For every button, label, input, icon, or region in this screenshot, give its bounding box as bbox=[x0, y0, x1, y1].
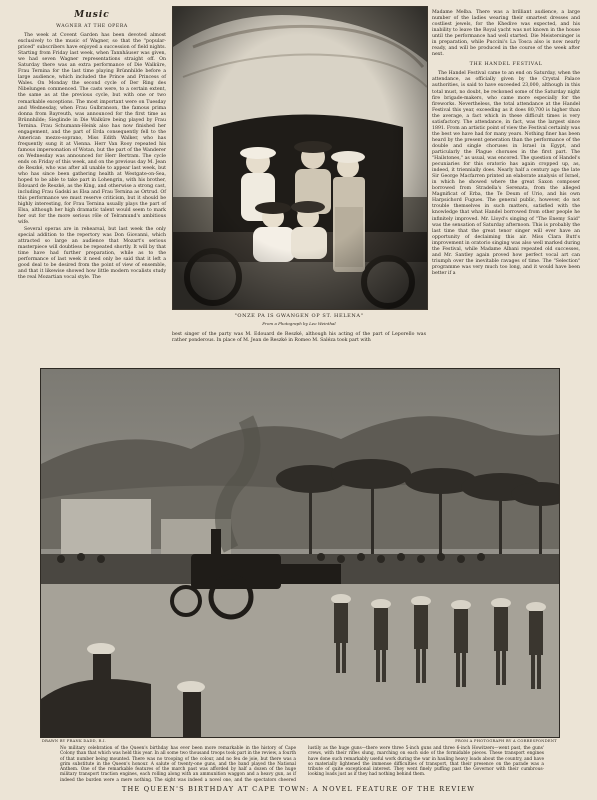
wagner-subheading: WAGNER AT THE OPERA bbox=[56, 24, 128, 29]
photo-source-credit: FROM A PHOTOGRAPH BY A CORRESPONDENT bbox=[455, 739, 557, 743]
photo-credit: From a Photograph by Leo Weinthal bbox=[262, 321, 336, 326]
illustration-title: THE QUEEN'S BIRTHDAY AT CAPE TOWN: A NOVEL FEATURE OF THE REVIEW bbox=[121, 785, 476, 793]
cape-town-review-illustration bbox=[40, 368, 560, 738]
music-paragraph-2: Several operas are in rehearsal, but last week the only special addition to the repertory was Don Giovanni, which attracted so large an audience that Mozart's serious masterpiece will doubtless be repeated shortly. It will by that time have had further preparation, while as to the performance of last week it need only be said that it left a good deal to be desired from the point of view of ensemble, and that it likewise showed how little modern vocalists study the real Mozartian vocal style. The bbox=[18, 226, 166, 280]
illustrator-credit: DRAWN BY FRANK DADD, R.I. bbox=[42, 739, 107, 743]
family-wagon-photo bbox=[172, 6, 428, 310]
melba-paragraph: Madame Melba. There was a brilliant audience, a large number of the ladies wearing their smartest dresses and costliest jewels, for the Khedive was expected, and his inability to leave the Royal yacht was not known in the house until the performance had well started. Die Meistersinger is in preparation, while Puccini's La Tosca also is now nearly ready, and will be produced in the course of the week after next. bbox=[432, 10, 580, 58]
handel-paragraph: The Handel Festival came to an end on Saturday, when the attendance, as officially given by the Crystal Palace authorities, is said to have exceeded 23,000, although in this total must, no doubt, be reckoned some of the Saturday night fire brigade-makers, who came more especially for the fireworks. Nevertheless, the total attendance at the Handel Festival this year, exceeding as it does 80,700 is higher than the average, a fact which in these difficult times is very satisfactory. The attendance, in fact, was the largest since 1891. From an artistic point of view the Festival certainly was the best we have had for many years. Nothing finer has been heard by the present generation than the performance of the double and single choruses in Israel in Egypt, and particularly the Plague choruses in the first part. The "Hailstones," as usual, was encored. The question of Handel's pecuniaries for this oratorio has again cropped up, as, indeed, it triennially does. Nearly half a century ago the late Sir George Macfarren printed an elaborate analysis of Israel, in which he showed where the great Saxon composer borrowed from Stradella's Serenata, from the alleged Magnificat of Erba, the Te Deum of Urio, and his own Harpsichord Fugues. The general public, however, do not trouble themselves in such matters, satisfied with the knowledge that what Handel borrowed from other people he infinitely improved. Mr. Lloyd's singing of "The Enemy Said" was the sensation of Saturday afternoon. This is probably the last time that the great tenor singer will ever have an opportunity of declaiming this air. Miss Clara Butt's improvement in oratorio singing was also well marked during the Festival, while Madame Albani repeated old successes, and Mr. Santley again proved how perfect vocal art can triumph over the inevitable ravages of time. The "Selection" programme was very much too long, and it would have been better if a bbox=[432, 71, 580, 276]
music-paragraph-1: The week at Covent Garden has been devoted almost exclusively to the music of Wagner, so that the "popular-priced" subscribers have enjoyed a succession of field nights. Starting from Friday last week, when Tannhäuser was given, we had seven Wagner representations straight off. On Saturday there was an extra performance of Die Walküre, Frau Ternina for the last time playing Brünnhilde before a large audience, which included the Prince and Princess of Wales. On Monday the second cycle of Der Ring des Nibelungen commenced. The casts were, to a certain extent, the same as at the previous cycle, but with one or two remarkable exceptions. The most important were on Tuesday and Wednesday, when Frau Gulbranson, the famous prima donna from Bayreuth, was announced for the first time as Brünnhilde; Sieglinde in Die Walküre being played by Frau Ternina. Frau Schumann-Heink also has now finished her engagement, and the part of Erda consequently fell to the American mezzo-soprano, Miss Edith Walker, who has frequently sung it at Vienna. Herr Van Rooy repeated his famous impersonation of Wotan, but the part of the Wanderer on Wednesday was announced for Herr Bertram. The cycle ends on Friday of this week, and on the previous day M. Jean de Reszké, who was after all unable to appear last week, but who has since been gathering health at Westgate-on-Sea, hoped to be able to take part in Lohengrin, with his brother, Edouard de Reszké, as the King, and otherwise a strong cast, including Frau Gadski as Elsa and Frau Ternina as Ortrud. Of this performance we must reserve criticism, but it should be highly interesting, for Frau Ternina usually plays the part of Elsa, although her high dramatic talent would seem to mark her out for the more serious rôle of Telramund's ambitious wife. bbox=[18, 33, 166, 226]
family-wagon-photo-art bbox=[173, 7, 427, 309]
review-illustration-art bbox=[41, 369, 559, 737]
mid-paragraph: best singer of the party was M. Edouard de Reszké, although his acting of the part of Leporello was rather ponderous. In place of M. Jean de Reszké in Romeo M. Saléza took part with bbox=[172, 332, 426, 344]
review-description: No military celebration of the Queen's birthday has ever been more remarkable in the history of Cape Colony than that which was held this year. In all some two thousand troops took part in the review, a fourth of that number being mounted. There was no trooping of the colour, and no feu de joie, but there was a grim substitute in the Queen's honour. A salute of twenty-one guns, and the band played the National Anthem. One of the remarkable features of the march past was afforded by half a dozen of the huge military transport traction engines, each rolling along with an ammunition waggon and a heavy gun, as if indeed the burden were a mere nothing. The sight was indeed a novel one, and the spectators cheered lustily as the huge guns—there were three 5-inch guns and three 6-inch Howitzers—went past, the guns' crews, with their rifles slung, marching on each side of the formidable pieces. These transport engines have done such remarkably useful work during the war in hauling heavy loads about the country, and have so materially lightened the immense difficulties of transport, that their presence on the parade was a tribute of quite exceptional interest. They went finely puffing past the Governor with their cumbrous-looking loads just as if they had nothing behind them. bbox=[60, 746, 544, 783]
music-column bbox=[18, 10, 166, 281]
festival-column bbox=[432, 10, 580, 277]
music-heading: Music bbox=[74, 10, 110, 20]
photo-caption: "ONZE PA IS GWANGEN OP ST. HELENA" bbox=[234, 313, 364, 319]
handel-festival-heading: THE HANDEL FESTIVAL bbox=[469, 62, 543, 68]
